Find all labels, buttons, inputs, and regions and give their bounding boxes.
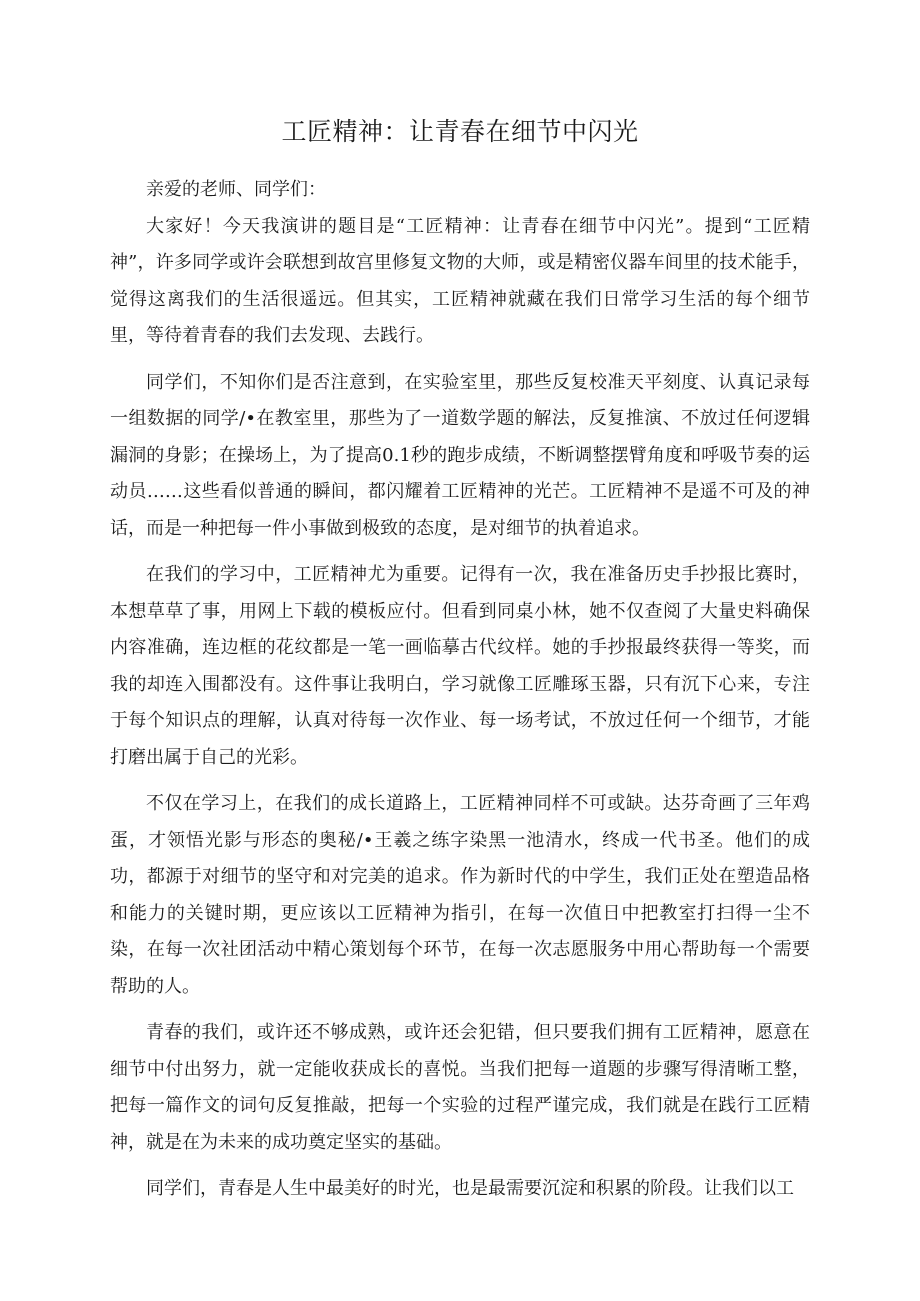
paragraph-5: 青春的我们，或许还不够成熟，或许还会犯错，但只要我们拥有工匠精神，愿意在细节中付出努力，就一定能收获成长的喜悦。当我们把每一道题的步骤写得清晰工整，把每一篇作文的词句反复推敲，把每一个实验的过程严谨完成，我们就是在践行工匠精神，就是在为未来的成功奠定坚实的基础。 <box>110 1022 810 1153</box>
salutation: 亲爱的老师、同学们： <box>146 179 326 200</box>
paragraph-4: 不仅在学习上，在我们的成长道路上，工匠精神同样不可或缺。达芬奇画了三年鸡蛋，才领悟光影与形态的奥秘/•王羲之练字染黑一池清水，终成一代书圣。他们的成功，都源于对细节的坚守和对完美的追求。作为新时代的中学生，我们正处在塑造品格和能力的关键时期，更应该以工匠精神为指引，在每一次值日中把教室打扫得一尘不染，在每一次社团活动中精心策划每个环节，在每一次志愿服务中用心帮助每一个需要帮助的人。 <box>110 793 810 997</box>
paragraph-2: 同学们，不知你们是否注意到，在实验室里，那些反复校准天平刻度、认真记录每一组数据的同学/•在教室里，那些为了一道数学题的解法，反复推演、不放过任何逻辑漏洞的身影；在操场上，为了提高0.1秒的跑步成绩，不断调整摆臂角度和呼吸节奏的运动员……这些看似普通的瞬间，都闪耀着工匠精神的光芒。工匠精神不是遥不可及的神话，而是一种把每一件小事做到极致的态度，是对细节的执着追求。 <box>110 371 810 539</box>
paragraph-3: 在我们的学习中，工匠精神尤为重要。记得有一次，我在准备历史手抄报比赛时，本想草草了事，用网上下载的模板应付。但看到同桌小林，她不仅查阅了大量史料确保内容准确，连边框的花纹都是一笔一画临摹古代纹样。她的手抄报最终获得一等奖，而我的却连入围都没有。这件事让我明白，学习就像工匠雕琢玉器，只有沉下心来，专注于每个知识点的理解，认真对待每一次作业、每一场考试，不放过任何一个细节，才能打磨出属于自己的光彩。 <box>110 564 810 768</box>
paragraph-1: 大家好！今天我演讲的题目是“工匠精神：让青春在细节中闪光”。提到“工匠精神”，许多同学或许会联想到故宫里修复文物的大师，或是精密仪器车间里的技术能手，觉得这离我们的生活很遥远。但其实，工匠精神就藏在我们日常学习生活的每个细节里，等待着青春的我们去发现、去践行。 <box>110 215 810 346</box>
document-title: 工匠精神：让青春在细节中闪光 <box>281 117 639 146</box>
document-body <box>110 172 810 1208</box>
paragraph-6: 同学们，青春是人生中最美好的时光，也是最需要沉淀和积累的阶段。让我们以工 <box>146 1178 794 1199</box>
